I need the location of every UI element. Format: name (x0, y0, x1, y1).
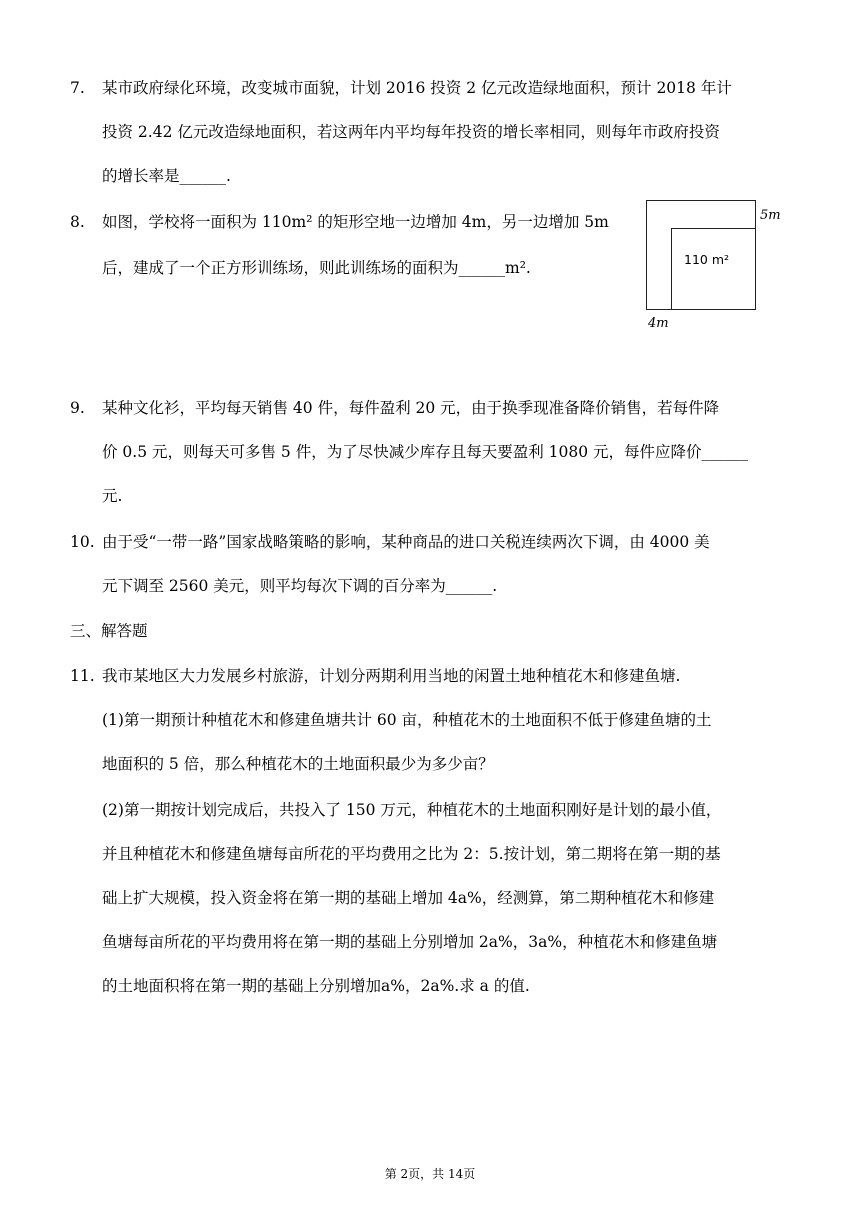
question-8-line-2: 后，建成了一个正方形训练场，则此训练场的面积为______m². (102, 259, 531, 277)
question-11-part-2-line-4: 鱼塘每亩所花的平均费用将在第一期的基础上分别增加 2a%，3a%，种植花木和修建鱼塘 (102, 933, 718, 951)
question-10-number: 10. (70, 533, 95, 551)
question-7-line-2: 投资 2.42 亿元改造绿地面积，若这两年内平均每年投资的增长率相同，则每年市政府投资 (102, 123, 720, 141)
section-heading: 三、解答题 (70, 622, 148, 640)
question-9-line-3: 元. (102, 487, 123, 505)
question-11-part-1-line-1: (1)第一期预计种植花木和修建鱼塘共计 60 亩，种植花木的土地面积不低于修建鱼塘的土 (102, 711, 712, 729)
question-11-number: 11. (70, 667, 95, 685)
question-10-line-1: 由于受“一带一路”国家战略策略的影响，某种商品的进口关税连续两次下调，由 4000 美 (102, 533, 710, 551)
question-9-line-1: 某种文化衫，平均每天销售 40 件，每件盈利 20 元，由于换季现准备降价销售，若每件降 (102, 399, 720, 417)
page-footer: 第 2页，共 14页 (384, 1167, 476, 1181)
question-11-part-2-line-5: 的土地面积将在第一期的基础上分别增加a%，2a%.求 a 的值. (102, 977, 530, 995)
question-11-part-2-line-1: (2)第一期按计划完成后，共投入了 150 万元，种植花木的土地面积刚好是计划的最小值， (102, 801, 722, 819)
question-9-line-2: 价 0.5 元，则每天可多售 5 件，为了尽快减少库存且每天要盈利 1080 元，每件应降价______ (102, 443, 749, 461)
question-8-number: 8. (70, 213, 85, 231)
question-11-intro: 我市某地区大力发展乡村旅游，计划分两期利用当地的闲置土地种植花木和修建鱼塘. (102, 667, 681, 685)
question-11-part-2-line-3: 础上扩大规模，投入资金将在第一期的基础上增加 4a%，经测算，第二期种植花木和修建 (102, 889, 715, 907)
question-7-number: 7. (70, 79, 85, 97)
label-4m: 4m (648, 316, 669, 331)
question-7-line-3: 的增长率是______. (102, 167, 231, 185)
question-11-part-2-line-2: 并且种植花木和修建鱼塘每亩所花的平均费用之比为 2：5.按计划，第二期将在第一期的基 (102, 845, 721, 863)
question-11-part-1-line-2: 地面积的 5 倍，那么种植花木的土地面积最少为多少亩？ (102, 755, 494, 773)
inner-area-label: 110 m² (684, 252, 730, 267)
label-5m: 5m (760, 208, 781, 223)
question-10-line-2: 元下调至 2560 美元，则平均每次下调的百分率为______. (102, 577, 498, 595)
square-field-figure (646, 198, 786, 334)
question-7-line-1: 某市政府绿化环境，改变城市面貌，计划 2016 投资 2 亿元改造绿地面积，预计 2018 年计 (102, 79, 732, 97)
question-8-line-1: 如图，学校将一面积为 110m² 的矩形空地一边增加 4m，另一边增加 5m (102, 213, 609, 231)
inner-rectangle (671, 228, 756, 310)
question-9-number: 9. (70, 399, 85, 417)
